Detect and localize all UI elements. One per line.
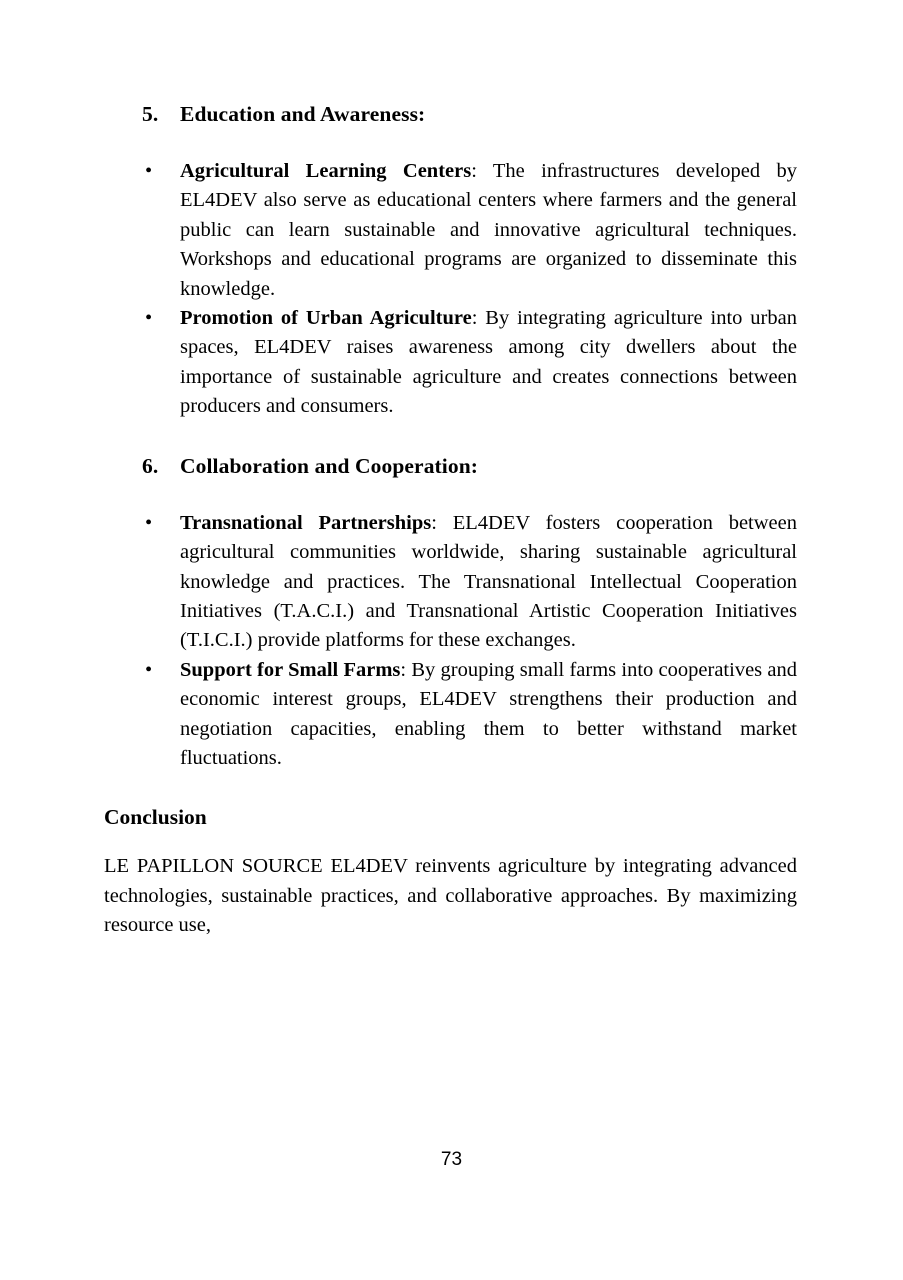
- conclusion-paragraph: LE PAPILLON SOURCE EL4DEV reinvents agriculture by integrating advanced technologies, sustainable practices, and collaborative approaches. By maximizing resource use,: [104, 855, 797, 937]
- list-item: [104, 656, 797, 774]
- section-number: 5.: [142, 102, 159, 126]
- list-item-lead: Promotion of Urban Agriculture: [180, 307, 472, 330]
- list-item-body: : The infrastructures developed by EL4DEV also serve as educational centers where farmers and the general public can learn sustainable and innovative agricultural techniques. Workshops and educational programs are organized to disseminate this knowledge.: [180, 160, 797, 300]
- list-item-lead: Agricultural Learning Centers: [180, 160, 472, 183]
- bullet-list-section-6: [104, 509, 797, 774]
- bullet-icon: •: [145, 511, 153, 534]
- spacer: [104, 135, 797, 157]
- list-item-body: : By grouping small farms into cooperatives and economic interest groups, EL4DEV strengthens their production and negotiation capacities, enabling them to better withstand market fluctuations.: [180, 658, 798, 769]
- spacer: [104, 422, 797, 452]
- bullet-icon: •: [145, 160, 153, 183]
- bullet-list-section-5: [104, 157, 797, 422]
- list-item-body: : By integrating agriculture into urban spaces, EL4DEV raises awareness among city dwellers about the importance of sustainable agriculture and creates connections between producers and consumers.: [180, 307, 797, 418]
- list-item-lead: Support for Small Farms: [180, 658, 401, 681]
- list-item-lead: Transnational Partnerships: [180, 511, 432, 534]
- list-item: [104, 304, 797, 422]
- bullet-icon: •: [145, 658, 153, 681]
- list-item-body: : EL4DEV fosters cooperation between agricultural communities worldwide, sharing sustainable agricultural knowledge and practices. The Transnational Intellectual Cooperation Initiatives (T.A.C.I.) and Transnational Artistic Cooperation Initiatives (T.I.C.I.) provide platforms for these exchanges.: [180, 511, 797, 652]
- list-item: [104, 509, 797, 656]
- section-number: 6.: [142, 453, 159, 478]
- section-title: Collaboration and Cooperation:: [180, 453, 479, 478]
- spacer: [104, 773, 797, 803]
- section-heading-5: [104, 100, 797, 129]
- spacer: [104, 487, 797, 509]
- bullet-icon: •: [145, 307, 153, 330]
- conclusion-heading: Conclusion: [104, 805, 207, 830]
- section-heading-6: [104, 452, 797, 481]
- page-number: 73: [440, 1149, 463, 1170]
- section-title: Education and Awareness:: [180, 102, 426, 126]
- page-content: [104, 100, 797, 941]
- list-item: [104, 157, 797, 304]
- spacer: [104, 832, 797, 852]
